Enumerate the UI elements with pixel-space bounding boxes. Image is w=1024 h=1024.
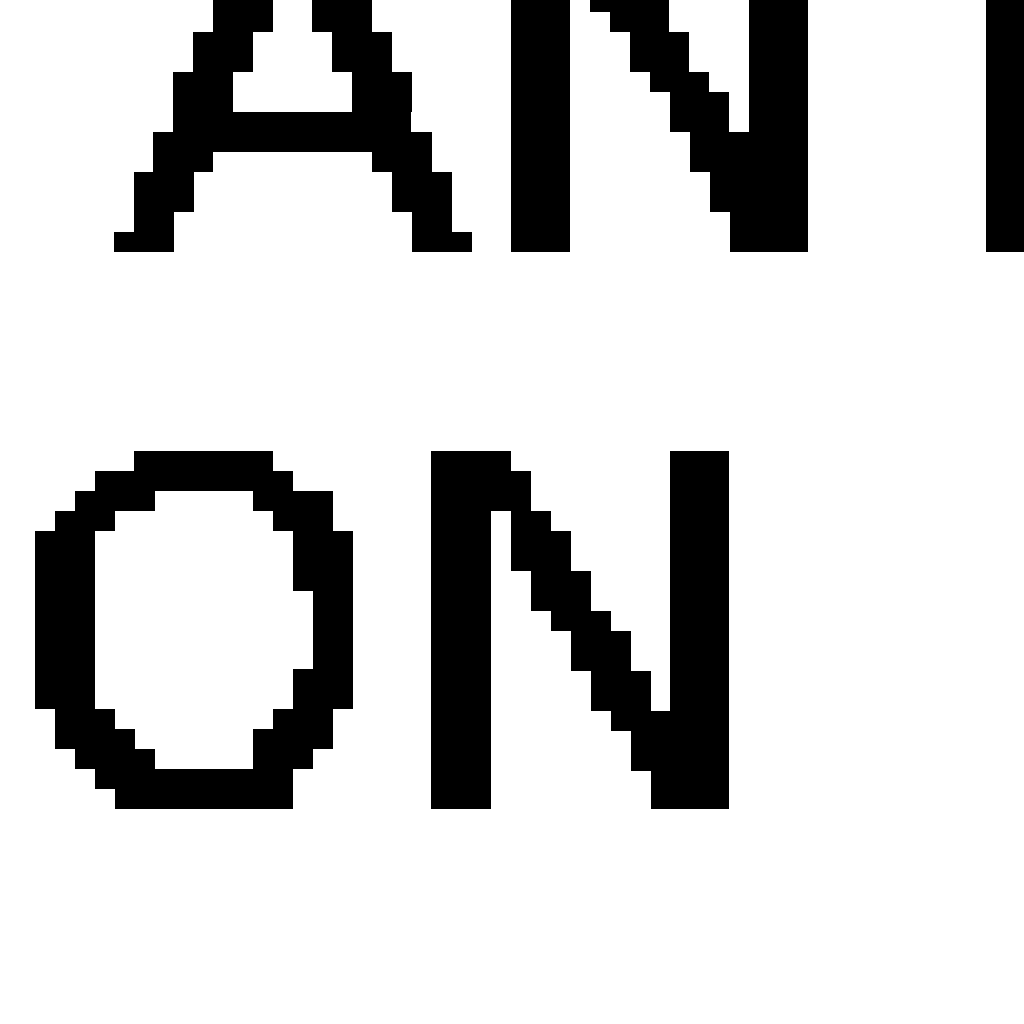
glyph-a-block — [332, 32, 392, 72]
glyph-o-block — [115, 789, 293, 809]
glyph-a-block — [153, 132, 213, 172]
glyph-n-block — [591, 671, 651, 711]
glyph-o-block — [273, 511, 333, 531]
glyph-o-block — [55, 511, 115, 531]
glyph-o-block — [35, 551, 95, 709]
glyph-a-block — [134, 172, 194, 212]
glyph-n-block — [650, 72, 709, 92]
glyph-o-block — [134, 451, 273, 471]
glyph-n-block — [611, 711, 671, 731]
glyph-n-block — [531, 571, 591, 611]
glyph-o-block — [95, 769, 293, 789]
glyph-o-block — [35, 531, 95, 551]
glyph-n-block — [670, 451, 729, 809]
glyph-n-block — [511, 531, 571, 571]
glyph-a-block — [392, 172, 452, 212]
glyph-o-block — [253, 749, 313, 769]
glyph-n-block — [431, 451, 491, 809]
glyph-a-block — [173, 72, 233, 112]
glyph-n-block — [610, 12, 669, 32]
glyph-o-block — [273, 709, 333, 729]
glyph-o-block — [95, 471, 293, 491]
glyph-n-block — [630, 32, 689, 72]
glyph-a-block — [213, 0, 273, 32]
glyph-n-block — [491, 451, 511, 471]
glyph-n-block — [551, 611, 611, 631]
glyph-n-block — [590, 0, 669, 12]
glyph-o-block — [253, 729, 333, 749]
glyph-a-block — [352, 72, 412, 112]
glyph-a-block — [114, 232, 174, 252]
glyph-o-block — [253, 491, 333, 511]
glyph-o-block — [75, 491, 155, 511]
glyph-a-block — [312, 0, 372, 32]
glyph-o-block — [293, 551, 353, 591]
glyph-a-block — [193, 32, 253, 72]
glyph-a-block — [372, 132, 432, 172]
glyph-n-block — [491, 471, 531, 511]
glyph-n-block — [511, 511, 551, 531]
glyph-n-block — [690, 132, 749, 172]
glyph-o-block — [55, 729, 135, 749]
glyph-n-block — [511, 0, 570, 252]
glyph-o-block — [75, 749, 155, 769]
glyph-o-block — [293, 531, 353, 551]
glyph-o-block — [293, 669, 353, 709]
glyph-i-block — [986, 0, 1024, 252]
glyph-o-block — [55, 709, 115, 729]
glyph-n-block — [670, 92, 729, 132]
glyph-n-block — [571, 631, 631, 671]
glyph-n-block — [749, 0, 808, 252]
glyph-a-block — [412, 232, 472, 252]
